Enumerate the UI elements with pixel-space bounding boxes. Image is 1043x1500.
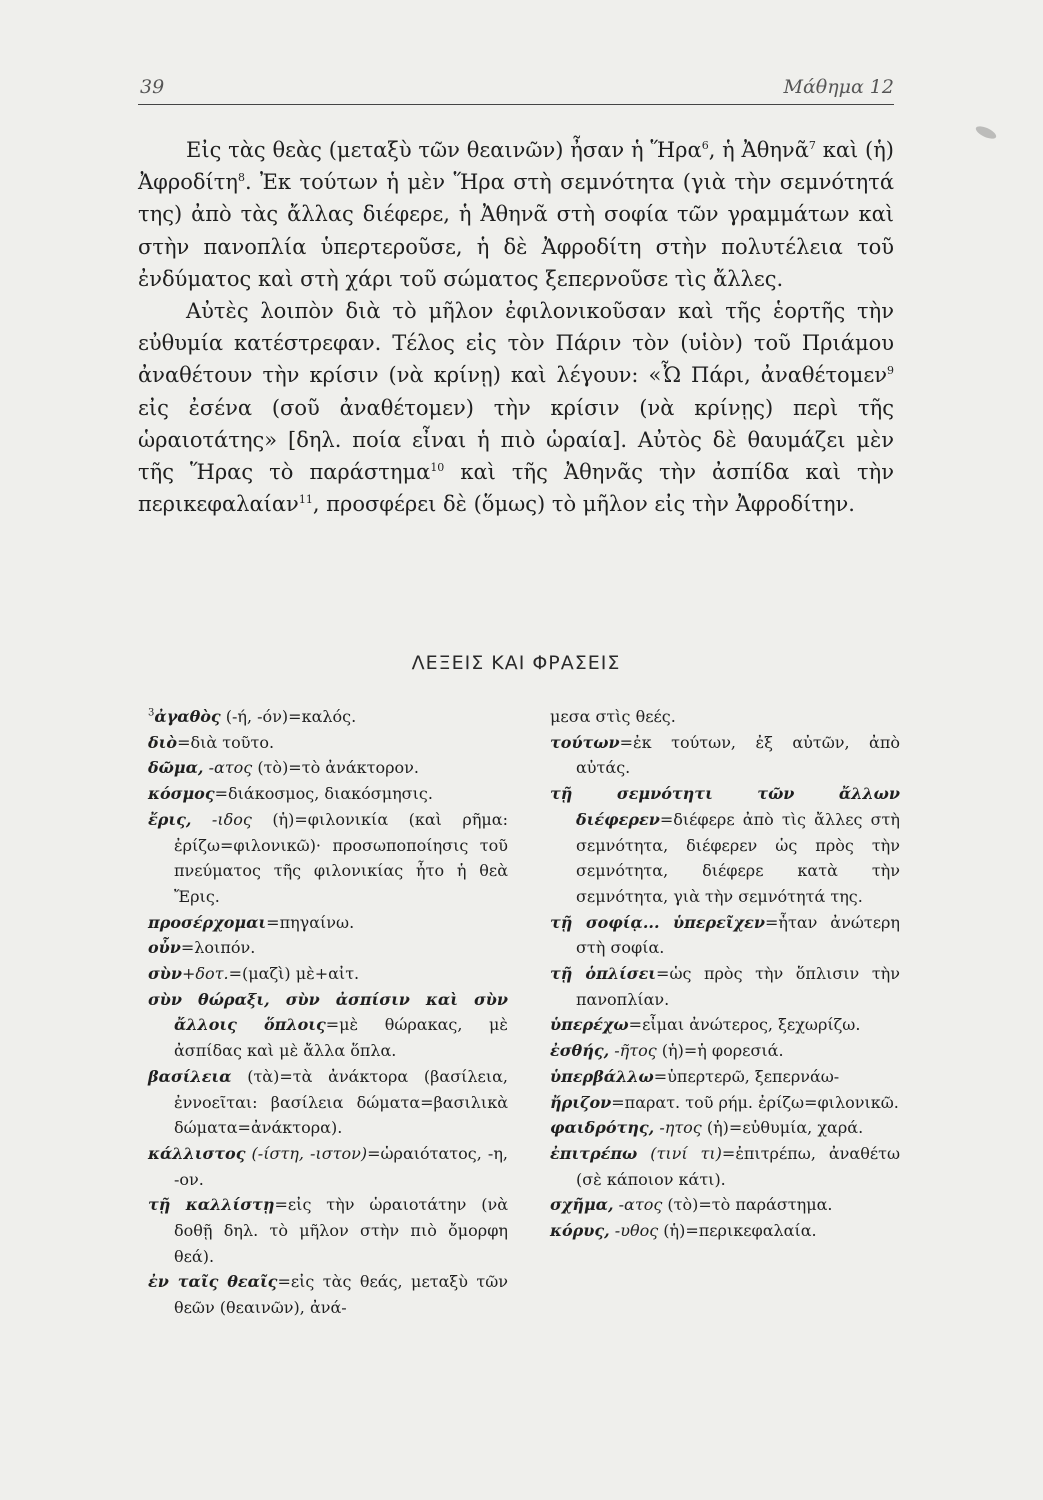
- glossary-entry: [148, 1192, 508, 1269]
- glossary-entry: [550, 1115, 900, 1141]
- glossary-entry: [550, 730, 900, 781]
- glossary-entry: [148, 781, 508, 807]
- main-text: [138, 134, 894, 520]
- text-run: . Ἐκ τούτων ἡ μὲν Ἥρα στὴ σεμνότητα (γιὰ τὴν σεμνότητά της) ἀπὸ τὰς ἄλλας διέφερε, ἡ Ἀθηνᾶ στὴ σοφία τῶν γραμμάτων καὶ στὴν πανοπλία ὑπερτεροῦσε, ἡ δὲ Ἀφροδίτη στὴν πολυτέλεια τοῦ ἐνδύματος καὶ στὴ χάρι τοῦ σώματος ξεπερνοῦσε τὶς ἄλλες.: [138, 170, 894, 291]
- glossary-entry: [148, 961, 508, 987]
- headword: τῇ καλλίστῃ: [148, 1195, 275, 1215]
- headword: τῇ ὁπλίσει: [550, 964, 657, 984]
- lesson-label: Μάθημα 12: [783, 76, 894, 98]
- page-header: [138, 70, 894, 105]
- grammar-note: (τινί τι): [637, 1143, 722, 1163]
- footnote-ref: 9: [887, 364, 894, 378]
- headword: τῇ σοφίᾳ... ὑπερεῖχεν: [550, 912, 765, 932]
- definition: (ἡ)=φιλονικία (καὶ ρῆμα: ἐρίζω=φιλονικῶ)· προσωποποίησις τοῦ πνεύματος τῆς φιλονικίας ἦτο ἡ θεὰ Ἔρις.: [174, 809, 509, 906]
- headword: τῇ σεμνότητι τῶν ἄλλων διέφερεν: [550, 784, 900, 829]
- footnote-ref: 11: [298, 493, 313, 507]
- headword: ἐν ταῖς θεαῖς: [148, 1272, 278, 1292]
- glossary-entry: [550, 1090, 900, 1116]
- definition: (ἡ)=περικεφαλαία.: [658, 1221, 817, 1241]
- glossary-entry: [550, 1012, 900, 1038]
- glossary-entry: [148, 1141, 508, 1192]
- text-run: Αὐτὲς λοιπὸν διὰ τὸ μῆλον ἐφιλονικοῦσαν καὶ τῆς ἑορτῆς τὴν εὐθυμία κατέστρεφαν. Τέλος εἰς τὸν Πάριν τὸν (υἱὸν) τοῦ Πριάμου ἀναθέτουν τὴν κρίσιν (νὰ κρίνῃ) καὶ λέγουν: «Ὦ Πάρι, ἀναθέτομεν: [138, 299, 894, 388]
- grammar-note: -ατος: [203, 758, 253, 778]
- headword: ὑπερβάλλω: [550, 1066, 654, 1086]
- definition: =ὡραιότατος, -η, -ον.: [174, 1143, 509, 1189]
- headword: δῶμα,: [148, 758, 204, 778]
- headword: οὖν: [148, 938, 181, 958]
- grammar-note: +δοτ.: [182, 964, 229, 984]
- definition: =ὑπερτερῶ, ξεπερνάω-: [653, 1066, 840, 1086]
- grammar-note: (-ίστη, -ιστον): [245, 1143, 368, 1163]
- text-run: , ἡ Ἀθηνᾶ: [708, 138, 809, 162]
- headword: φαιδρότης,: [550, 1118, 655, 1138]
- definition: (-ή, -όν)=καλός.: [220, 707, 357, 726]
- text-run: καὶ (ἡ) Ἀφροδίτη: [138, 138, 894, 195]
- definition: μεσα στὶς θεές.: [550, 707, 676, 726]
- glossary-entry: [148, 935, 508, 961]
- glossary-entry: [550, 1141, 900, 1192]
- glossary-entry: [148, 807, 508, 910]
- text-run: Εἰς τὰς θεὰς (μεταξὺ τῶν θεαινῶν) ἦσαν ἡ Ἥρα: [186, 138, 702, 162]
- glossary-entry: [148, 730, 508, 756]
- glossary-entry: [148, 755, 508, 781]
- headword: ὑπερέχω: [550, 1015, 629, 1035]
- glossary-left-column: [148, 704, 508, 1321]
- text-run: καὶ τῆς Ἀθηνᾶς τὴν ἀσπίδα καὶ τὴν περικεφαλαίαν: [138, 460, 894, 517]
- definition: =διέφερε ἀπὸ τὶς ἄλλες στὴ σεμνότητα, διέφερεν ὡς πρὸς τὴν σεμνότητα, διέφερε κατὰ τὴν σεμνότητα, γιὰ τὴν σεμνότητά της.: [576, 809, 900, 906]
- headword: σὺν: [148, 964, 182, 984]
- definition: (ἡ)=ἡ φορεσιά.: [656, 1041, 784, 1061]
- definition: =ἦταν ἀνώτερη στὴ σοφία.: [576, 912, 900, 958]
- footnote-ref: 7: [808, 139, 816, 152]
- glossary-entry: [148, 910, 508, 936]
- glossary-entry: [550, 1064, 900, 1090]
- grammar-note: -υθος: [609, 1221, 659, 1241]
- glossary-entry: [550, 781, 900, 910]
- headword: προσέρχομαι: [148, 912, 267, 932]
- text-run: εἰς ἐσένα (σοῦ ἀναθέτομεν) τὴν κρίσιν (νὰ κρίνῃς) περὶ τῆς ὡραιοτάτης» [δηλ. ποία εἶναι ἡ πιὸ ὡραία]. Αὐτὸς δὲ θαυμάζει μὲν τῆς Ἥρας τὸ παράστημα: [138, 395, 894, 485]
- headword: ἀγαθὸς: [154, 707, 221, 726]
- headword: κόρυς,: [550, 1221, 610, 1241]
- grammar-note: -ατος: [613, 1195, 663, 1215]
- definition: =διάκοσμος, διακόσμησις.: [214, 784, 433, 804]
- page-number: 39: [140, 76, 165, 98]
- definition: =πηγαίνω.: [266, 912, 355, 932]
- definition: (ἡ)=εὐθυμία, χαρά.: [701, 1118, 864, 1138]
- glossary-entry: [148, 704, 508, 730]
- glossary-entry: [148, 1269, 508, 1320]
- definition: (τὸ)=τὸ παράστημα.: [662, 1195, 833, 1215]
- headword: διὸ: [148, 732, 178, 752]
- headword: ἔρις,: [148, 809, 192, 829]
- headword: ἤριζον: [550, 1092, 612, 1112]
- headword: ἐσθής,: [550, 1041, 610, 1061]
- definition: =εἰς τὴν ὡραιοτάτην (νὰ δοθῇ δηλ. τὸ μῆλον στὴν πιὸ ὄμορφη θεά).: [174, 1195, 509, 1266]
- definition: =ἐπιτρέπω, ἀναθέτω (σὲ κάποιον κάτι).: [576, 1143, 901, 1189]
- definition: =εἶμαι ἀνώτερος, ξεχωρίζω.: [628, 1015, 861, 1035]
- glossary-entry: [550, 1038, 900, 1064]
- footnote-ref: 6: [701, 139, 709, 152]
- definition: (τὰ)=τὰ ἀνάκτορα (βασίλεια, ἐννοεῖται: βασίλεια δώματα=βασιλικὰ δώματα=ἀνάκτορα).: [174, 1066, 508, 1138]
- definition: =λοιπόν.: [180, 938, 256, 958]
- definition: =ὡς πρὸς τὴν ὅπλισιν τὴν πανοπλίαν.: [576, 964, 900, 1009]
- headword: βασίλεια: [148, 1066, 232, 1086]
- grammar-note: -ητος: [654, 1118, 702, 1138]
- glossary-entry: [550, 704, 900, 730]
- glossary-entry: [550, 1192, 900, 1218]
- grammar-note: -ιδος: [191, 809, 252, 829]
- headword: σχῆμα,: [550, 1195, 614, 1215]
- glossary-entry: [550, 1218, 900, 1244]
- headword: ἐπιτρέπω: [550, 1143, 638, 1163]
- glossary-entry: [550, 961, 900, 1012]
- text-run: , προσφέρει δὲ (ὅμως) τὸ μῆλον εἰς τὴν Ἀφροδίτην.: [312, 492, 855, 517]
- definition: =διὰ τοῦτο.: [177, 732, 275, 752]
- headword: κόσμος: [148, 784, 215, 804]
- footnote-ref: 10: [430, 461, 445, 475]
- definition: (τὸ)=τὸ ἀνάκτορον.: [252, 758, 419, 778]
- footnote-ref: 8: [237, 171, 245, 185]
- headword: κάλλιστος: [148, 1143, 246, 1163]
- definition: =ἐκ τούτων, ἐξ αὐτῶν, ἀπὸ αὐτάς.: [576, 732, 900, 778]
- headword: τούτων: [550, 732, 620, 752]
- glossary-title: ΛΕΞΕΙΣ ΚΑΙ ΦΡΑΣΕΙΣ: [411, 652, 621, 674]
- glossary-entry: [148, 1064, 508, 1141]
- entry-number: 3: [148, 707, 155, 719]
- glossary-right-column: [550, 704, 900, 1244]
- definition: =εἰς τὰς θεάς, μεταξὺ τῶν θεῶν (θεαινῶν), ἀνά-: [174, 1272, 509, 1318]
- definition: =μὲ θώρακας, μὲ ἀσπίδας καὶ μὲ ἄλλα ὅπλα.: [174, 1015, 509, 1061]
- glossary-entry: [148, 987, 508, 1064]
- grammar-note: -ῆτος: [609, 1041, 657, 1061]
- definition: =(μαζὶ) μὲ+αἰτ.: [228, 964, 360, 984]
- paper-blemish: [974, 124, 998, 141]
- headword: σὺν θώραξι, σὺν ἀσπίσιν καὶ σὺν ἄλλοις ὅπλοις: [148, 989, 508, 1035]
- paragraph-1: [138, 134, 894, 295]
- glossary-entry: [550, 910, 900, 961]
- definition: =παρατ. τοῦ ρήμ. ἐρίζω=φιλονικῶ.: [611, 1092, 899, 1112]
- paragraph-2: [138, 295, 894, 520]
